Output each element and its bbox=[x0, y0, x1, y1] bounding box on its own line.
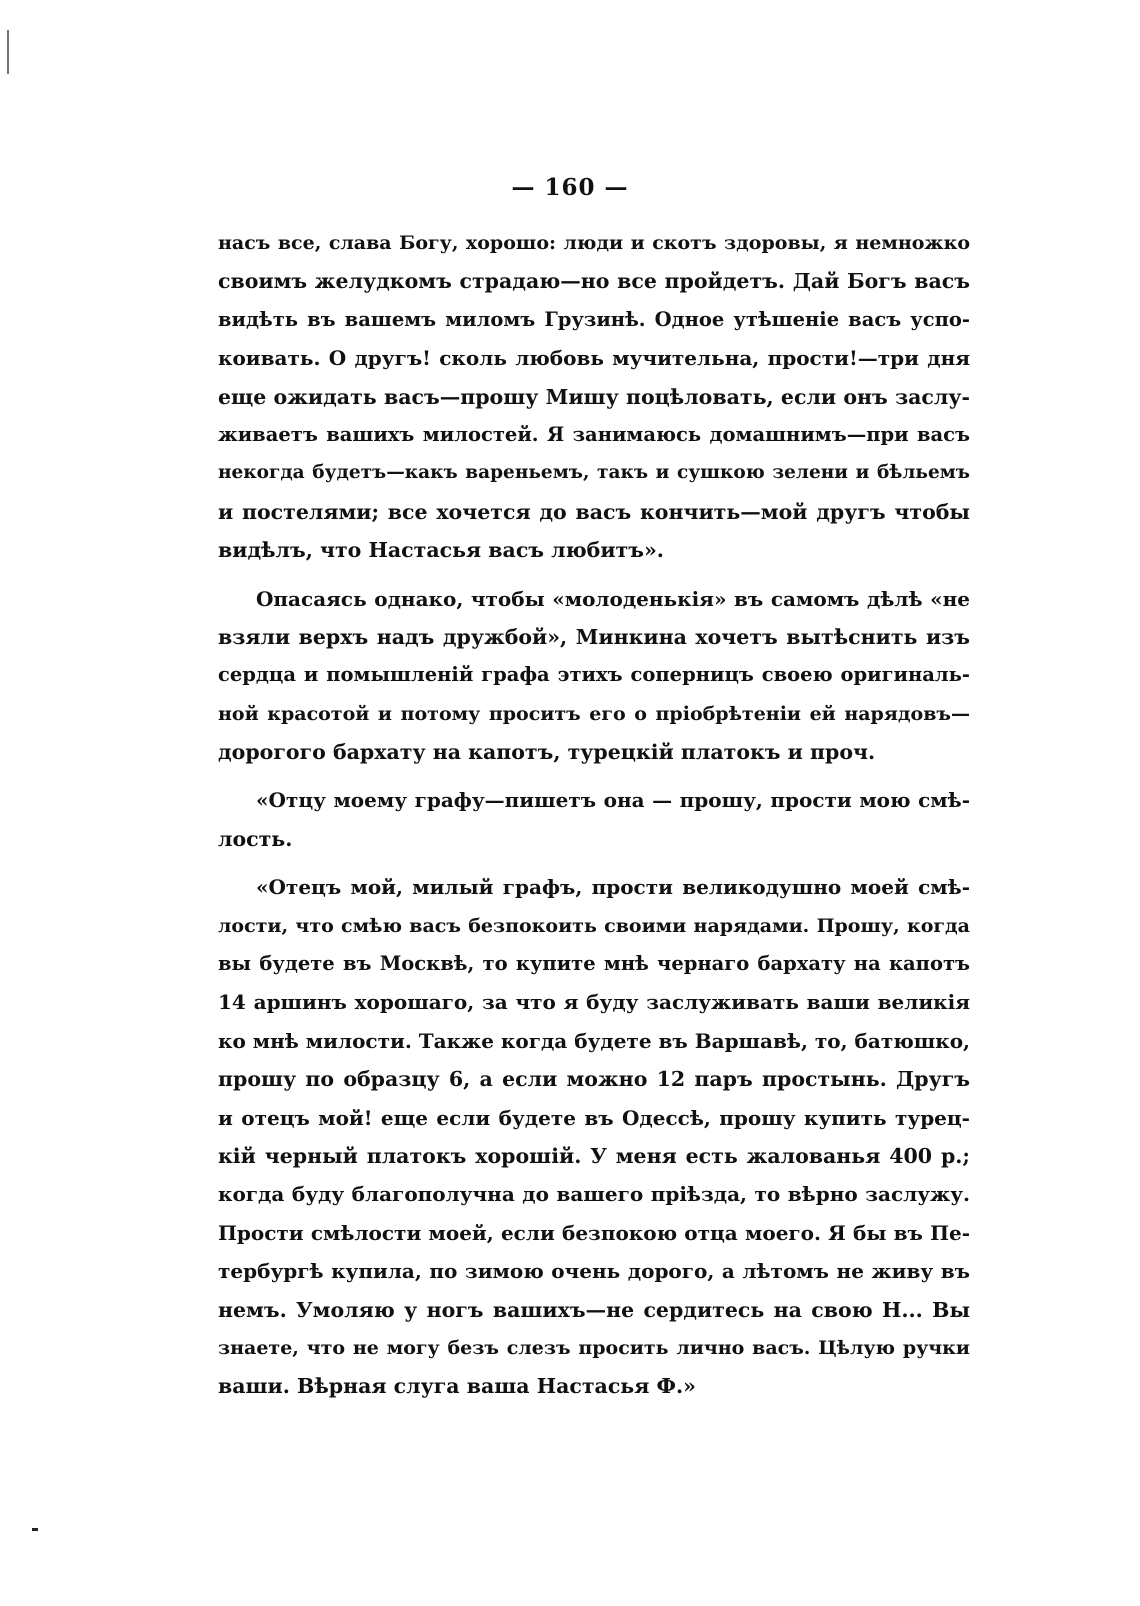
paragraph-gap bbox=[218, 570, 970, 580]
scan-edge-mark bbox=[32, 1528, 38, 1531]
text-line: и постелями; все хочется до васъ кончить—мой другъ чтобы bbox=[218, 499, 970, 524]
text-line: вы будете въ Москвѣ, то купите мнѣ чернаго бархату на капотъ bbox=[218, 952, 970, 976]
paragraph bbox=[218, 580, 970, 772]
body-text bbox=[218, 224, 970, 1406]
text-line: еще ожидать васъ—прошу Мишу поцѣловать, если онъ заслу- bbox=[218, 384, 970, 409]
text-line: Опасаясь однако, чтобы «молоденькія» въ самомъ дѣлѣ «не bbox=[256, 586, 970, 611]
text-line: знаете, что не могу безъ слезъ просить лично васъ. Цѣлую ручки bbox=[218, 1336, 970, 1359]
text-line: тербургѣ купила, по зимою очень дорого, а лѣтомъ не живу въ bbox=[218, 1259, 970, 1284]
text-line: насъ все, слава Богу, хорошо: люди и скотъ здоровы, я немножко bbox=[218, 232, 970, 254]
text-line: видѣлъ, что Настасья васъ любитъ». bbox=[218, 538, 664, 563]
text-line: и отецъ мой! еще если будете въ Одессѣ, прошу купить турец- bbox=[218, 1105, 970, 1130]
text-line: лость. bbox=[218, 826, 293, 851]
text-line: некогда будетъ—какъ вареньемъ, такъ и сушкою зелени и бѣльемъ bbox=[218, 462, 970, 484]
text-line: «Отецъ мой, милый графъ, прости великодушно моей смѣ- bbox=[256, 875, 970, 900]
text-line: коивать. О другъ! сколь любовь мучительна, прости!—три дня bbox=[218, 346, 970, 371]
paragraph-gap bbox=[218, 771, 970, 781]
text-line: немъ. Умоляю у ногъ вашихъ—не сердитесь на свою Н... Вы bbox=[218, 1297, 970, 1322]
text-line: Прости смѣлости моей, если безпокою отца моего. Я бы въ Пе- bbox=[218, 1220, 970, 1245]
text-line: лости, что смѣю васъ безпокоить своими нарядами. Прошу, когда bbox=[218, 914, 970, 937]
text-line: ко мнѣ милости. Также когда будете въ Варшавѣ, то, батюшко, bbox=[218, 1028, 970, 1053]
paragraph-gap bbox=[218, 858, 970, 868]
text-line: взяли верхъ надъ дружбой», Минкина хочетъ вытѣснить изъ bbox=[218, 624, 970, 649]
scan-edge-mark bbox=[7, 30, 9, 74]
text-line: 14 аршинъ хорошаго, за что я буду заслуживать ваши великія bbox=[218, 990, 970, 1015]
text-line: ваши. Вѣрная слуга ваша Настасья Ф.» bbox=[218, 1374, 696, 1399]
text-line: прошу по образцу 6, а если можно 12 паръ простынь. Другъ bbox=[218, 1067, 970, 1092]
text-line: своимъ желудкомъ страдаю—но все пройдетъ. Дай Богъ васъ bbox=[218, 269, 970, 294]
paragraph bbox=[218, 781, 970, 858]
text-line: кій черный платокъ хорошій. У меня есть жалованья 400 р.; bbox=[218, 1143, 970, 1168]
text-line: когда буду благополучна до вашего пріѣзда, то вѣрно заслужу. bbox=[218, 1182, 970, 1207]
text-line: видѣть въ вашемъ миломъ Грузинѣ. Одное утѣшеніе васъ успо- bbox=[218, 307, 970, 331]
page-number: — 160 — bbox=[511, 174, 629, 201]
text-line: сердца и помышленій графа этихъ соперницъ своею оригиналь- bbox=[218, 663, 970, 687]
paragraph bbox=[218, 868, 970, 1405]
text-line: «Отцу моему графу—пишетъ она — прошу, прости мою смѣ- bbox=[256, 788, 970, 813]
text-line: дорогого бархату на капотъ, турецкій платокъ и проч. bbox=[218, 740, 876, 765]
text-line: ной красотой и потому проситъ его о пріобрѣтеніи ей нарядовъ— bbox=[218, 702, 970, 725]
paragraph bbox=[218, 224, 970, 570]
text-line: живаетъ вашихъ милостей. Я занимаюсь домашнимъ—при васъ bbox=[218, 422, 970, 446]
